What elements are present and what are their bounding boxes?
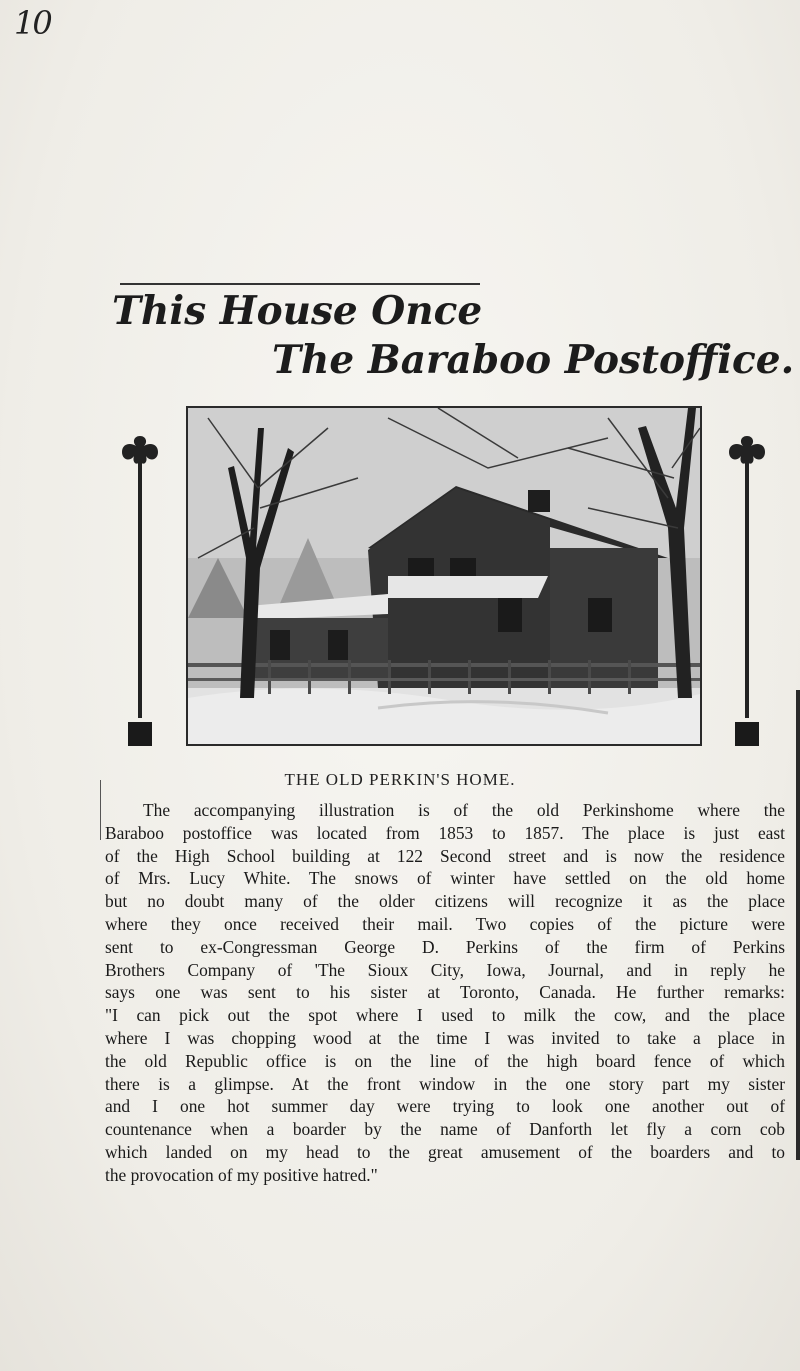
article-line: "I can pick out the spot where I used to milk the cow, and the place bbox=[105, 1005, 785, 1026]
margin-mark bbox=[100, 780, 101, 840]
house-in-winter-image bbox=[188, 408, 700, 744]
article-line: Brothers Company of 'The Sioux City, Iowa, Journal, and in reply he bbox=[105, 959, 785, 980]
headline-line-2: The Baraboo Postoffice. bbox=[272, 337, 795, 383]
article-line: of the High School building at 122 Second street and is now the residence bbox=[105, 845, 785, 866]
article-line: sent to ex-Congressman George D. Perkins of the firm of Perkins bbox=[105, 936, 785, 957]
headline-rule bbox=[120, 283, 480, 285]
left-fleur-ornament bbox=[120, 432, 160, 752]
article-body bbox=[105, 799, 785, 1187]
headline-line-1: This House Once bbox=[112, 288, 483, 334]
house-photograph bbox=[186, 406, 702, 746]
article-line: where they once received their mail. Two copies of the picture were bbox=[105, 913, 785, 934]
article-line: there is a glimpse. At the front window in the one story part my sister bbox=[105, 1073, 785, 1094]
scan-edge-shadow bbox=[796, 690, 800, 1160]
article-line: where I was chopping wood at the time I was invited to take a place in bbox=[105, 1027, 785, 1048]
article-line: of Mrs. Lucy White. The snows of winter have settled on the old home bbox=[105, 868, 785, 889]
right-fleur-ornament bbox=[727, 432, 767, 752]
article-line: which landed on my head to the great amusement of the boarders and to bbox=[105, 1141, 785, 1162]
page-number: 10 bbox=[14, 4, 51, 42]
article-line: says one was sent to his sister at Toronto, Canada. He further remarks: bbox=[105, 982, 785, 1003]
article-line: and I one hot summer day were trying to look one another out of bbox=[105, 1096, 785, 1117]
article-line: the old Republic office is on the line of the high board fence of which bbox=[105, 1050, 785, 1071]
article-line: Baraboo postoffice was located from 1853 to 1857. The place is just east bbox=[105, 822, 785, 843]
photo-caption: THE OLD PERKIN'S HOME. bbox=[284, 770, 516, 789]
article-line: but no doubt many of the older citizens will recognize it as the place bbox=[105, 891, 785, 912]
article-line: The accompanying illustration is of the old Perkinshome where the bbox=[143, 800, 785, 820]
article-line: the provocation of my positive hatred." bbox=[105, 1164, 378, 1185]
article-line: countenance when a boarder by the name of Danforth let fly a corn cob bbox=[105, 1119, 785, 1140]
